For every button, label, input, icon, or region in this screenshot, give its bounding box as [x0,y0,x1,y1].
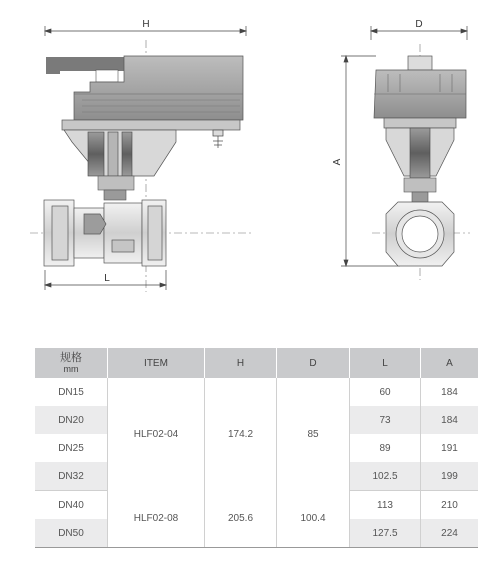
cell-l: 89 [350,434,421,462]
cell-d: 85 [277,378,350,491]
dimension-l-label: L [104,273,110,284]
cell-a: 184 [421,378,479,406]
cell-a: 210 [421,491,479,520]
cell-h: 205.6 [205,491,277,548]
cell-size: DN32 [35,462,108,491]
cell-size: DN50 [35,519,108,548]
table-row [35,378,478,406]
header-size-cn: 规格 [60,352,82,364]
cell-item: HLF02-08 [108,491,205,548]
manual-knob [213,130,223,148]
cell-a: 224 [421,519,479,548]
cell-d: 100.4 [277,491,350,548]
header-l: L [350,348,421,378]
dimension-h-label: H [142,19,150,30]
table-row [35,491,478,520]
header-h: H [205,348,277,378]
cell-l: 127.5 [350,519,421,548]
cell-item: HLF02-04 [108,378,205,491]
header-d: D [277,348,350,378]
dimension-d-label: D [415,19,423,30]
dimension-a-label: A [332,158,343,166]
header-a: A [421,348,479,378]
mounting-bracket [64,130,176,176]
cell-size: DN20 [35,406,108,434]
side-view [332,19,470,280]
table-header-row [35,348,478,378]
cell-a: 184 [421,406,479,434]
valve-body [44,200,166,266]
header-size [35,348,108,378]
cell-a: 191 [421,434,479,462]
spec-table [35,348,478,548]
cell-l: 102.5 [350,462,421,491]
header-item: ITEM [108,348,205,378]
cell-l: 73 [350,406,421,434]
cell-size: DN40 [58,499,84,511]
cell-a: 199 [421,462,479,491]
header-size-unit: mm [63,364,79,374]
cell-size: DN15 [58,386,84,398]
cell-h: 174.2 [205,378,277,491]
cell-l: 60 [350,378,421,406]
cell-l: 113 [350,491,421,520]
side-body [386,202,454,266]
front-view [30,19,252,292]
cell-size: DN25 [58,442,84,454]
